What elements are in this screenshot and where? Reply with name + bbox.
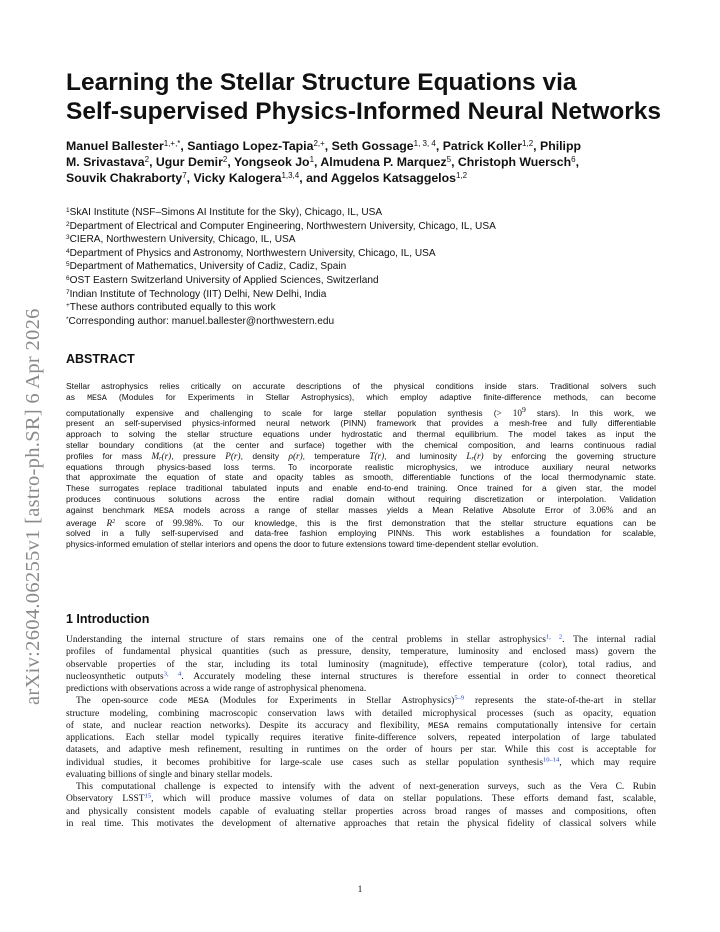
abstract-line: that approximate the equation of state and opacity tables as smooth, differentiable functions of the local thermodynamic state. [66, 472, 656, 483]
affiliation-item [66, 247, 666, 261]
math-pressure: P(r) [225, 450, 241, 461]
title-line-2: Self-supervised Physics-Informed Neural Networks [66, 98, 661, 125]
code-mesa: MESA [428, 720, 449, 731]
affiliation-mark: + [66, 302, 70, 310]
body-line: Understanding the internal structure of stars remains one of the central problems in stellar astrophysics$^{1, 2}$. The internal radial [66, 633, 657, 645]
author-affiliation-mark: 2 [222, 155, 228, 164]
author-separator: , [451, 155, 458, 169]
author-affiliation-mark: 2,+ [313, 139, 325, 148]
affiliation-mark: 5 [66, 261, 70, 269]
author-affiliation-mark: 2 [144, 155, 150, 164]
title-line-1: Learning the Stellar Structure Equations via [66, 69, 577, 96]
body-line: datasets, and adaptive mesh refinement, resulting in runtimes on the order of hours per star. While this cost is acceptable for [66, 745, 656, 756]
abstract-line: against benchmark MESA models across a range of stellar masses yields a Mean Relative Absolute Error of 3.06% and an [66, 504, 657, 516]
author-affiliation-mark: 5 [446, 155, 452, 164]
affiliation-item [66, 274, 666, 288]
author-affiliation-mark: 1 [309, 155, 315, 164]
affiliation-text: OST Eastern Switzerland University of Applied Sciences, Switzerland [69, 274, 379, 286]
abstract-line: physics-informed emulation of stellar interiors and opens the door to future extensions toward time-dependent stellar evolution. [66, 539, 539, 550]
abstract-line: computationally expensive and challenging to scale for large stellar population synthesis (> $10^9$ stars). In this work, we [66, 404, 656, 418]
author-name: Almudena P. Marquez [320, 155, 447, 169]
affiliation-mark: 2 [66, 220, 70, 228]
math-luminosity: $L_r(r)$ [466, 450, 484, 462]
affiliation-item [66, 315, 666, 329]
author-list [66, 138, 666, 186]
author-name: Christoph Wuersch [457, 155, 572, 169]
body-line: evaluating billions of single and binary stellar models. [66, 769, 273, 780]
affiliation-mark: * [66, 315, 69, 323]
body-line: observable properties of the star, including its total luminosity (magnitude), effective temperature (color), total radius, and [66, 659, 656, 670]
affiliation-text: Indian Institute of Technology (IIT) Delhi, New Delhi, India [69, 288, 327, 300]
author-name: Yongseok Jo [233, 155, 310, 169]
introduction-text [66, 634, 656, 830]
citation-link[interactable]: 3, 4 [163, 670, 182, 678]
affiliation-mark: 1 [66, 207, 70, 214]
affiliation-text: Corresponding author: manuel.ballester@northwestern.edu [68, 315, 335, 327]
author-line-2 [66, 154, 666, 170]
author-separator: , [180, 139, 188, 153]
math-temperature: T(r) [369, 450, 385, 461]
section-heading-introduction: 1 Introduction [66, 612, 150, 626]
abstract-line: These surrogates replace traditional tabulated inputs and enable end-to-end training. Once trained for a given star, the model [66, 483, 656, 494]
affiliation-item [66, 233, 666, 247]
body-line: in real time. This motivates the development of alternative approaches that retain the physical fidelity of classical solvers while [66, 818, 656, 829]
affiliation-mark: 4 [66, 247, 70, 255]
author-separator: , [575, 155, 579, 169]
score-value: 99.98% [172, 517, 202, 528]
abstract-line: stellar boundary conditions (at the center and surface) together with the chemical composition, and learns continuous radial [66, 440, 656, 451]
affiliation-item [66, 288, 666, 302]
citation-link[interactable]: 10–14 [543, 756, 560, 763]
body-line: of state, and nuclear reaction networks). Despite its accuracy and flexibility, MESA remains computationally intensive for certain [66, 720, 656, 731]
abstract-heading: ABSTRACT [66, 352, 135, 366]
author-name: Vicky Kalogera [193, 171, 282, 185]
author-separator: , [435, 139, 443, 153]
author-name: Ugur Demir [155, 155, 223, 169]
body-line: profiles of fundamental physical quantities (such as pressure, density, temperature, luminosity and enclosed mass) govern the [66, 647, 656, 658]
author-separator: , and [299, 171, 331, 185]
affiliation-item [66, 301, 666, 315]
author-name: Santiago Lopez-Tapia [187, 139, 314, 153]
math-density: ρ(r) [288, 450, 303, 461]
body-line: This computational challenge is expected to intensify with the advent of next-generation surveys, such as the Vera C. Rubin [76, 782, 656, 792]
affiliation-list [66, 206, 666, 328]
abstract-line: profiles for mass $M_r(r)$, pressure P(r), density ρ(r), temperature T(r), and luminosity $L_r(r)$ by enforcing the governing structure [66, 450, 656, 462]
affiliation-item [66, 260, 666, 274]
author-separator: , [324, 139, 332, 153]
author-line-3 [66, 170, 666, 186]
code-mesa: MESA [154, 506, 174, 516]
body-line: individual studies, it becomes prohibitive for large-scale use cases such as stellar population synthesis$^{10-14}$, which may require [66, 756, 656, 768]
citation-link[interactable]: 1, 2 [545, 633, 563, 641]
body-line: The open-source code MESA (Modules for Experiments in Stellar Astrophysics)$^{5-9}$ represents the state-of-the-art in stellar [76, 694, 656, 707]
author-separator: , [186, 171, 194, 185]
author-name: Souvik Chakraborty [66, 171, 183, 185]
affiliation-text: CIERA, Northwestern University, Chicago, IL, USA [69, 234, 296, 246]
author-affiliation-mark: 1,3,4 [281, 171, 300, 180]
affiliation-text: Department of Physics and Astronomy, Northwestern University, Chicago, IL, USA [69, 247, 436, 259]
body-line: applications. Each stellar model typically requires iterative finite-difference solvers, repeated interpolation of large tabulated [66, 733, 656, 743]
author-affiliation-mark: 1,2 [455, 171, 468, 180]
body-line: structure modeling, combining macroscopic conservation laws with detailed microphysical processes (such as opacity, equation [66, 708, 656, 719]
affiliation-text: These authors contributed equally to this work [69, 302, 276, 314]
author-separator: , [149, 155, 156, 169]
abstract-line: solved in a fully self-supervised and data-free fashion employing PINNs. This work establishes a foundation for scalable, [66, 528, 656, 539]
abstract-line: approach to solving the stellar structure equations under hydrostatic and thermal equilibrium. The model takes as input the [66, 429, 656, 440]
author-name: Seth Gossage [331, 139, 414, 153]
body-line: Observatory LSST$^{15}$, which will produce massive volumes of data on stellar populations. These efforts demand fast, scalable, [66, 792, 657, 805]
author-separator: , [314, 155, 321, 169]
author-separator: , [533, 139, 540, 153]
affiliation-mark: 7 [66, 288, 70, 296]
affiliation-text: Department of Electrical and Computer Engineering, Northwestern University, Chicago, IL, USA [69, 220, 496, 232]
author-line-1 [66, 138, 666, 154]
arxiv-side-stamp: arXiv:2604.06255v1 [astro-ph.SR] 6 Apr 2026 [22, 308, 44, 705]
code-mesa: MESA [188, 696, 209, 707]
citation-link[interactable]: 15 [144, 792, 152, 800]
paper-title [66, 68, 676, 126]
author-affiliation-mark: 7 [182, 171, 187, 180]
code-mesa: MESA [87, 393, 107, 403]
body-line: predictions with observations across a wide range of astrophysical phenomena. [66, 684, 367, 694]
author-affiliation-mark: 1,+,* [163, 139, 181, 148]
author-affiliation-mark: 1, 3, 4 [413, 139, 436, 148]
abstract-line: present an self-supervised physics-informed neural network (PINN) framework that provides a mesh-free and fully differentiable [66, 418, 656, 429]
affiliation-item [66, 220, 666, 234]
citation-link[interactable]: 5–9 [454, 694, 465, 702]
affiliation-text: SkAI Institute (NSF–Simons AI Institute for the Sky), Chicago, IL, USA [69, 207, 383, 218]
abstract-line: produces continuous solutions across the entire radial domain without requiring discretization or interpolation. Validation [66, 494, 656, 505]
affiliation-item [66, 206, 666, 220]
page-number: 1 [357, 885, 363, 895]
author-affiliation-mark: 1,2 [522, 139, 534, 148]
abstract-line: as MESA (Modules for Experiments in Stellar Astrophysics), which employ adaptive finite-difference methods, can become [66, 391, 656, 403]
affiliation-mark: 3 [66, 234, 70, 242]
abstract-line: Stellar astrophysics relies critically on accurate descriptions of the physical conditions inside stars. Traditional solvers such [66, 381, 656, 391]
body-line: nucleosynthetic outputs$^{3, 4}$. Accurately modeling these internal structures is therefore essential in order to connect theoretical [66, 670, 657, 682]
abstract-line: equations through physics-based loss terms. To incorporate realistic microphysics, we introduce auxiliary neural networks [66, 461, 656, 472]
body-line: and physically consistent models capable of evaluating stellar properties across broad ranges of masses and compositions, often [66, 806, 656, 817]
affiliation-mark: 6 [66, 274, 70, 282]
error-value: 3.06% [589, 504, 614, 515]
author-name: Philipp [540, 139, 581, 153]
affiliation-text: Department of Mathematics, University of Cadiz, Cadiz, Spain [69, 261, 347, 273]
author-separator: , [227, 155, 234, 169]
math-expression: > $10^9$ [496, 404, 526, 418]
abstract-line: average $R^2$ score of 99.98%. To our knowledge, this is the first demonstration that the stellar structure equations can be [66, 517, 656, 528]
author-name: Aggelos Katsaggelos [330, 171, 456, 185]
author-name: Patrick Koller [442, 139, 523, 153]
abstract-text [66, 381, 656, 550]
author-affiliation-mark: 6 [571, 155, 576, 164]
author-name: Manuel Ballester [66, 139, 164, 153]
math-r-squared: $R^2$ [106, 517, 116, 528]
author-name: M. Srivastava [66, 155, 145, 169]
math-mass: $M_r(r)$ [151, 450, 172, 462]
